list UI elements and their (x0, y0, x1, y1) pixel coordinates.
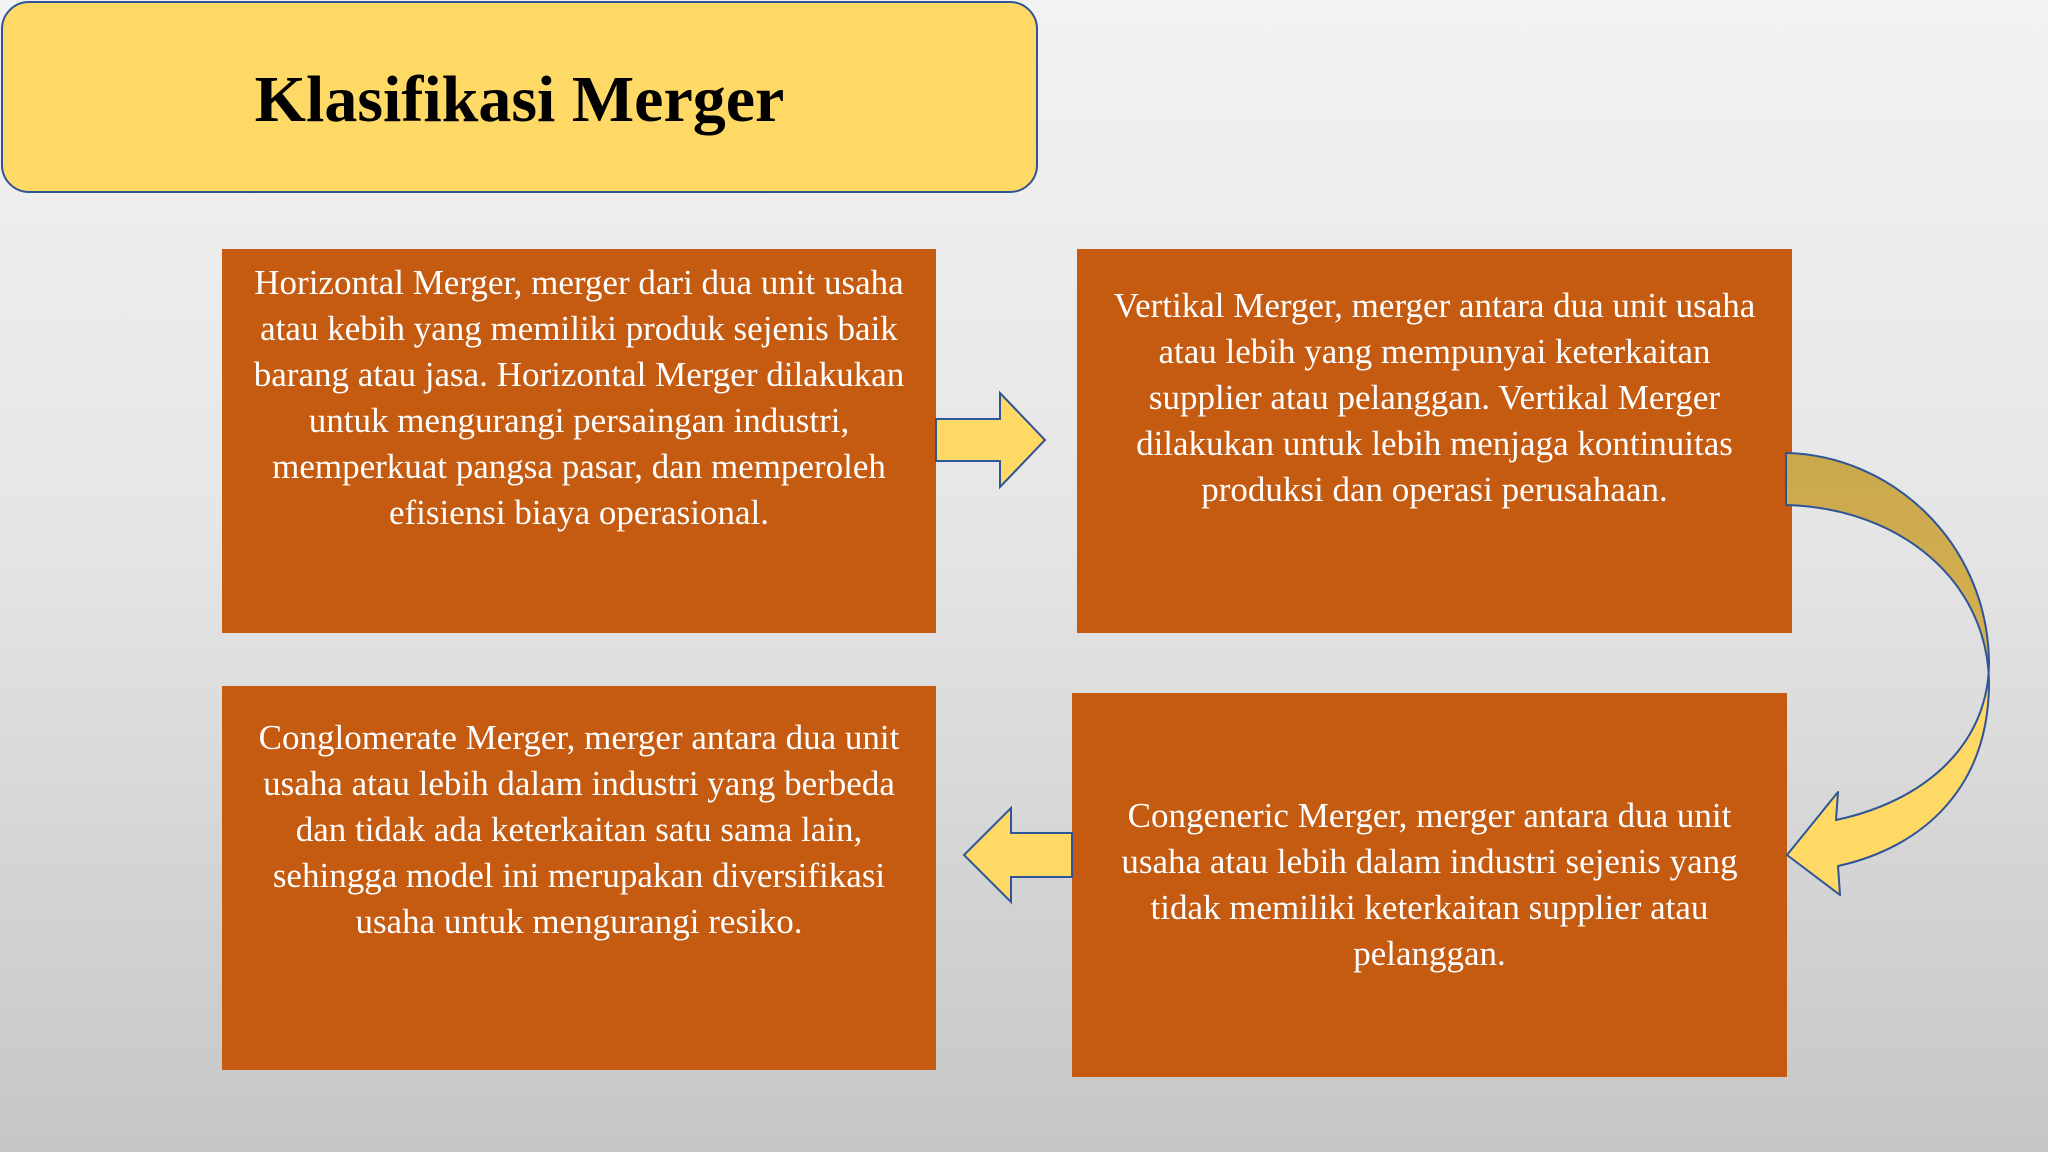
slide-title: Klasifikasi Merger (254, 63, 785, 136)
congeneric-merger-text: Congeneric Merger, merger antara dua unit usaha atau lebih dalam industri sejenis yang tidak memiliki keterkaitan supplier atau pelanggan. (1121, 796, 1738, 973)
left-arrow-icon (964, 808, 1072, 902)
conglomerate-merger-text: Conglomerate Merger, merger antara dua unit usaha atau lebih dalam industri yang berbeda dan tidak ada keterkaitan satu sama lain, sehingga model ini merupakan diversifikasi usaha untuk mengurangi resiko. (258, 718, 900, 941)
vertikal-merger-text: Vertikal Merger, merger antara dua unit usaha atau lebih yang mempunyai keterkaitan supplier atau pelanggan. Vertikal Merger dilakukan untuk lebih menjaga kontinuitas produksi dan operasi perusahaan. (1113, 286, 1756, 509)
horizontal-merger-text: Horizontal Merger, merger dari dua unit usaha atau kebih yang memiliki produk sejenis baik barang atau jasa. Horizontal Merger dilakukan untuk mengurangi persaingan industri, memperkuat pangsa pasar, dan memperoleh efisiensi biaya operasional. (253, 263, 905, 532)
congeneric-merger-box (1072, 693, 1787, 1077)
vertikal-merger-box (1077, 249, 1792, 633)
curved-arrow-icon (1786, 453, 1989, 895)
title-box (1, 1, 1038, 193)
right-arrow-icon (936, 393, 1045, 487)
conglomerate-merger-box (222, 686, 936, 1070)
horizontal-merger-box (222, 249, 936, 633)
